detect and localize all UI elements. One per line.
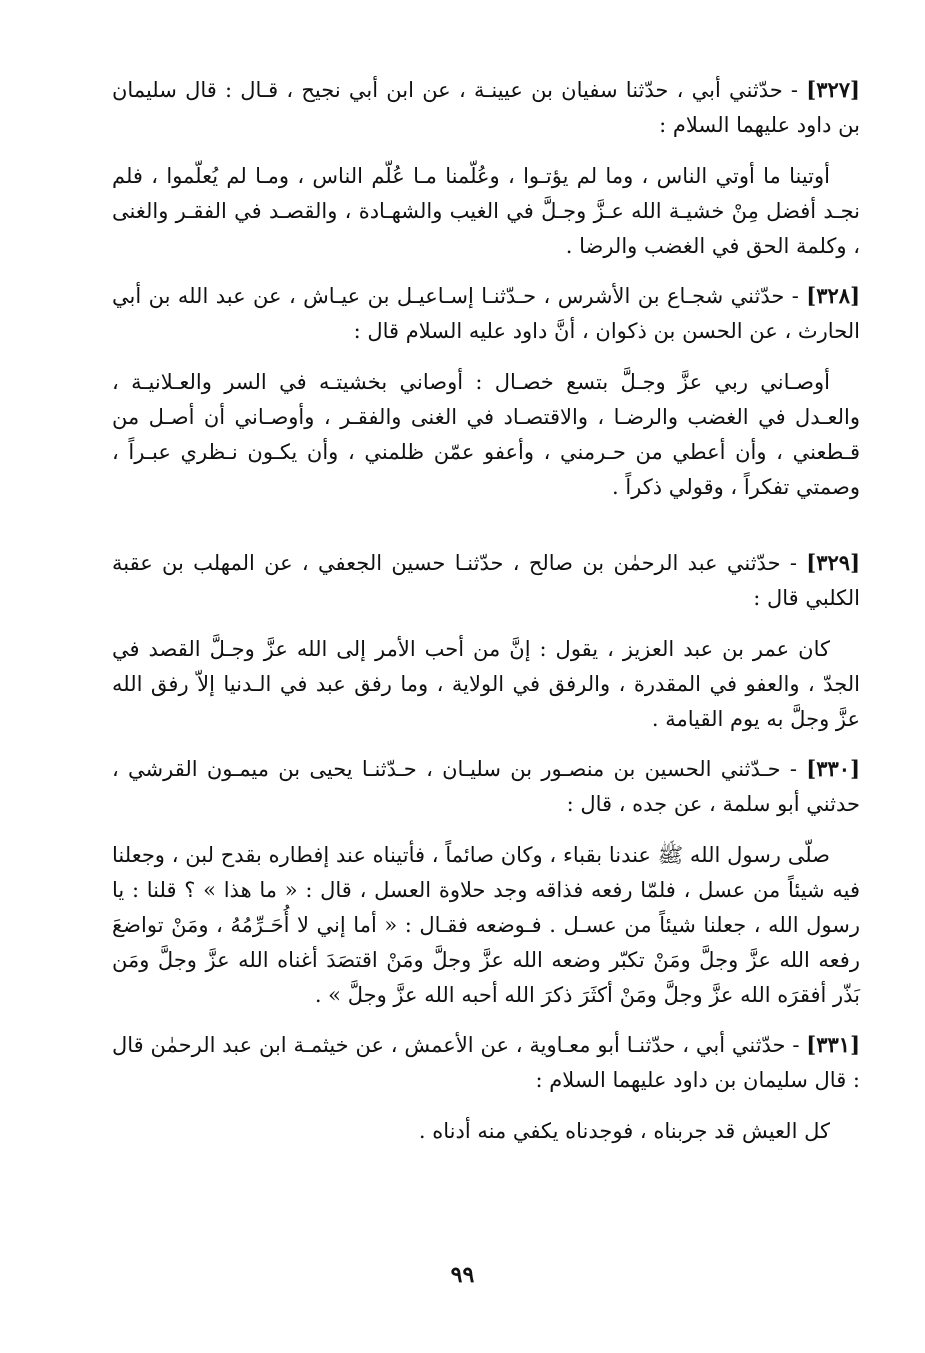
matn-paragraph: كل العيش قد جربناه ، فوجدناه يكفي منه أدناه . (418, 1119, 830, 1143)
hadith-entry-327 (112, 72, 860, 264)
entry-number: [٣٣٠] (806, 756, 860, 781)
isnad-paragraph (112, 1027, 860, 1098)
isnad-paragraph (112, 751, 860, 822)
isnad-paragraph (112, 545, 860, 616)
isnad-text: - حدّثني أبي ، حدّثنـا أبو معـاوية ، عن الأعمش ، عن خيثمـة ابن عبد الرحمٰن قال : قال سليمان بن داود عليهما السلام : (112, 1033, 860, 1092)
isnad-text: - حدّثني شجـاع بن الأشرس ، حـدّثنـا إسـاعيـل بن عيـاش ، عن عبد الله بن أبي الحارث ، عن الحسن بن ذكوان ، أنَّ داود عليه السلام قال : (112, 284, 860, 343)
book-page (112, 72, 860, 1149)
matn-paragraph: أوتينا ما أوتي الناس ، وما لم يؤتـوا ، وعُلّمنا مـا عُلّم الناس ، ومـا لم يُعلّموا ، فلم نجـد أفضل مِنْ خشيـة الله عـزَّ وجـلَّ في الغيب والشهـادة ، والقصـد في الفقـر والغنى ، وكلمة الحق في الغضب والرضا . (112, 164, 860, 258)
entry-number: [٣٢٨] (806, 283, 860, 308)
isnad-paragraph (112, 72, 860, 143)
entry-number: [٣٢٧] (806, 77, 860, 102)
isnad-text: - حدّثني أبي ، حدّثنا سفيان بن عيينـة ، عن ابن أبي نجيح ، قـال : قال سليمان بن داود عليهما السلام : (112, 78, 860, 137)
isnad-text: - حـدّثني الحسين بن منصـور بن سليـان ، حـدّثنـا يحيى بن ميمـون القرشي ، حدثني أبو سلمة ، عن جده ، قال : (112, 757, 860, 816)
page-number: ٩٩ (450, 1262, 475, 1288)
isnad-text: - حدّثني عبد الرحمٰن بن صالح ، حدّثنـا حسين الجعفي ، عن المهلب بن عقبة الكلبي قال : (112, 551, 860, 610)
hadith-entry-329 (112, 545, 860, 737)
entry-number: [٣٢٩] (806, 550, 860, 575)
entry-number: [٣٣١] (806, 1032, 860, 1057)
matn-paragraph: كان عمر بن عبد العزيز ، يقول : إنَّ من أحب الأمر إلى الله عزَّ وجـلَّ القصد في الجدّ ، والعفو في المقدرة ، والرفق في الولاية ، وما رفق عبد في الـدنيا إلاّ رفق الله عزَّ وجلَّ به يوم القيامة . (112, 637, 860, 731)
matn-paragraph: صلّى رسول الله ﷺ عندنا بقباء ، وكان صائماً ، فأتيناه عند إفطاره بقدح لبن ، وجعلنا فيه شيئاً من عسل ، فلمّا رفعه فذاقه وجد حلاوة العسل ، قال : « ما هذا » ؟ قلنا : يا رسول الله ، جعلنا شيئاً من عسـل . فـوضعه فقـال : « أما إني لا أُحَـرِّمُهُ ، ومَنْ تواضعَ رفعه الله عزَّ وجلَّ ومَنْ تكبّر وضعه الله عزَّ وجلَّ ومَنْ اقتصَدَ أغناه الله عزَّ وجلَّ ومَن بَذّر أفقرَه الله عزَّ وجلَّ ومَنْ أكثَرَ ذكرَ الله أحبه الله عزَّ وجلَّ » . (112, 843, 860, 1007)
matn-paragraph: أوصـاني ربي عزَّ وجـلَّ بتسع خصـال : أوصاني بخشيتـه في السر والعـلانيـة ، والعـدل في الغضب والرضـا ، والاقتصـاد في الغنى والفقـر ، وأوصـاني أن أصـل من قـطعني ، وأن أعطي من حـرمني ، وأعفو عمّن ظلمني ، وأن يكـون نـظري عبـراً ، وصمتي تفكراً ، وقولي ذكراً . (112, 370, 860, 499)
hadith-entry-328 (112, 278, 860, 505)
hadith-entry-331 (112, 1027, 860, 1149)
hadith-entry-330 (112, 751, 860, 1013)
isnad-paragraph (112, 278, 860, 349)
